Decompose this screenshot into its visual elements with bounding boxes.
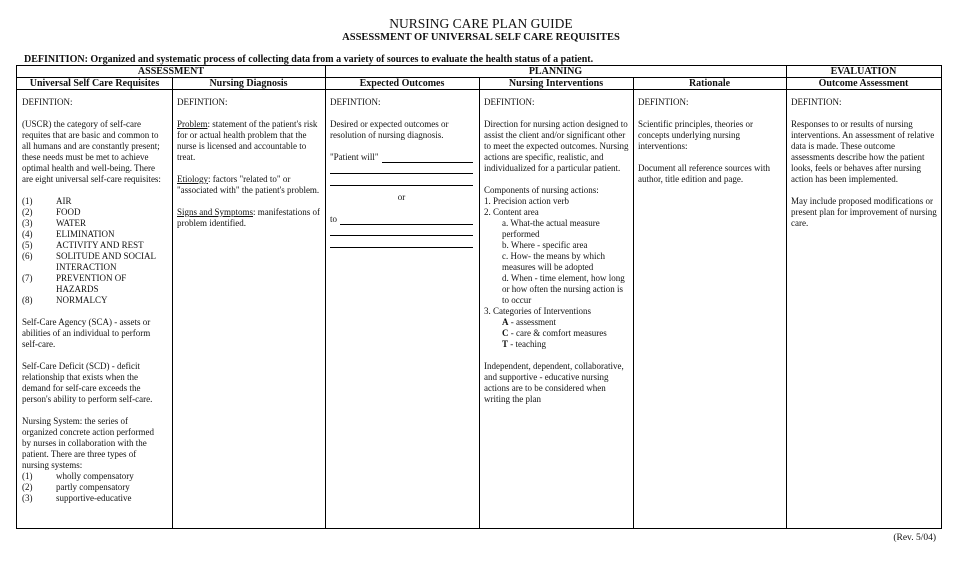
- section-evaluation: EVALUATION: [830, 66, 897, 77]
- patient-will-line: "Patient will": [330, 152, 473, 163]
- column-divider: [172, 77, 173, 528]
- list-item: (2) partly compensatory: [22, 482, 130, 492]
- list-item: (1) wholly compensatory: [22, 471, 134, 481]
- nursing-interventions-cell: [484, 97, 629, 416]
- etiology-definition: Etiology: factors "related to" or "associated with" the patient's problem.: [177, 174, 320, 195]
- category-assessment: A - assessment: [502, 317, 556, 327]
- care-plan-table: [16, 65, 942, 529]
- rationale-cell: [638, 97, 782, 196]
- definition-label: DEFINTION:: [22, 97, 73, 107]
- definition-label: DEFINTION:: [177, 97, 228, 107]
- definition-label: DEFINTION:: [484, 97, 535, 107]
- list-item: d. When - time element, how long or how often the nursing action is to occur: [502, 273, 625, 305]
- list-item: 1. Precision action verb: [484, 196, 569, 206]
- interventions-definition: Direction for nursing action designed to assist the client and/or significant other to meet the expected outcomes. Nursing actions are specific, realistic, and individualized for a particular patient.: [484, 119, 629, 173]
- definition-label: DEFINTION:: [791, 97, 842, 107]
- list-item: 3. Categories of Interventions: [484, 306, 591, 316]
- blank-line: [330, 237, 473, 248]
- signs-definition: Signs and Symptoms: manifestations of problem identified.: [177, 207, 321, 228]
- category-care-comfort: C - care & comfort measures: [502, 328, 607, 338]
- list-item: c. How- the means by which measures will be adopted: [502, 251, 605, 272]
- components-title: Components of nursing actions:: [484, 185, 599, 195]
- expected-outcomes-cell: [330, 97, 473, 249]
- nursing-system-text: Nursing System: the series of organized concrete action performed by nurses in collaboration with the patient. There are three types of nursing systems:: [22, 416, 155, 470]
- rationale-reference-note: Document all reference sources with author, title edition and page.: [638, 163, 770, 184]
- outcome-assessment-definition: Responses to or results of nursing interventions. An assessment of relative data is made. These outcome assessments describe how the patient looks, feels or behaves after nursing action has been implemented.: [791, 119, 935, 184]
- self-care-deficit-text: Self-Care Deficit (SCD) - deficit relationship that exists when the demand for self-care exceeds the person's ability to perform self-care.: [22, 361, 153, 404]
- outcomes-definition: Desired or expected outcomes or resolution of nursing diagnosis.: [330, 119, 449, 140]
- list-item: (6) SOLITUDE AND SOCIAL INTERACTION: [22, 251, 156, 272]
- requisites-list: [22, 196, 164, 306]
- list-item: (3) supportive-educative: [22, 493, 132, 503]
- column-divider: [479, 77, 480, 528]
- nursing-diagnosis-cell: [177, 97, 321, 240]
- problem-definition: Problem: statement of the patient's risk for or actual health problem that the nurse is licensed and accountable to treat.: [177, 119, 318, 162]
- or-label: or: [397, 192, 406, 202]
- to-line: to: [330, 214, 473, 225]
- definition-label: DEFINTION:: [638, 97, 689, 107]
- list-item: b. Where - specific area: [502, 240, 588, 250]
- category-teaching: T - teaching: [502, 339, 546, 349]
- modifications-note: May include proposed modifications or present plan for improvement of nursing care.: [791, 196, 937, 228]
- list-item: 2. Content area: [484, 207, 539, 217]
- list-item: (2) FOOD: [22, 207, 81, 217]
- nursing-systems-list: [22, 471, 164, 504]
- list-item: (5) ACTIVITY AND REST: [22, 240, 144, 250]
- column-header-self-care-requisites: Universal Self Care Requisites: [29, 78, 160, 89]
- column-divider: [325, 66, 326, 528]
- page-definition: DEFINITION: Organized and systematic process of collecting data from a variety of sources to evaluate the health status of a patient.: [24, 54, 594, 65]
- outcome-assessment-cell: [791, 97, 937, 240]
- blank-line: [330, 163, 473, 174]
- page-title: NURSING CARE PLAN GUIDE: [389, 16, 573, 31]
- independent-actions-text: Independent, dependent, collaborative, and supportive - educative nursing actions are to be considered when writing the plan: [484, 361, 624, 404]
- column-header-rationale: Rationale: [688, 78, 731, 89]
- column-header-expected-outcomes: Expected Outcomes: [359, 78, 445, 89]
- list-item: (1) AIR: [22, 196, 72, 206]
- blank-line: [330, 225, 473, 236]
- column-header-outcome-assessment: Outcome Assessment: [818, 78, 909, 89]
- uscr-definition: (USCR) the category of self-care requites that are basic and common to all humans and are constantly present; these needs must be met to achieve optimal health and well-being. There are eight universal self-care requisites:: [22, 119, 161, 184]
- list-item: (7) PREVENTION OF HAZARDS: [22, 273, 127, 294]
- definition-label: DEFINTION:: [330, 97, 381, 107]
- list-item: (4) ELIMINATION: [22, 229, 115, 239]
- column-header-nursing-diagnosis: Nursing Diagnosis: [209, 78, 288, 89]
- list-item: (8) NORMALCY: [22, 295, 108, 305]
- rationale-definition: Scientific principles, theories or concepts underlying nursing interventions:: [638, 119, 753, 151]
- list-item: (3) WATER: [22, 218, 86, 228]
- blank-line: [330, 175, 473, 186]
- column-header-nursing-interventions: Nursing Interventions: [508, 78, 604, 89]
- page-subtitle: ASSESSMENT OF UNIVERSAL SELF CARE REQUISITES: [342, 32, 620, 43]
- revision-label: (Rev. 5/04): [893, 533, 936, 543]
- self-care-agency-text: Self-Care Agency (SCA) - assets or abilities of an individual to perform self-care.: [22, 317, 151, 349]
- section-assessment: ASSESSMENT: [137, 66, 205, 77]
- list-item: a. What-the actual measure performed: [502, 218, 600, 239]
- section-planning: PLANNING: [528, 66, 583, 77]
- column-divider: [786, 66, 787, 528]
- column-divider: [633, 77, 634, 528]
- self-care-requisites-cell: [22, 97, 164, 504]
